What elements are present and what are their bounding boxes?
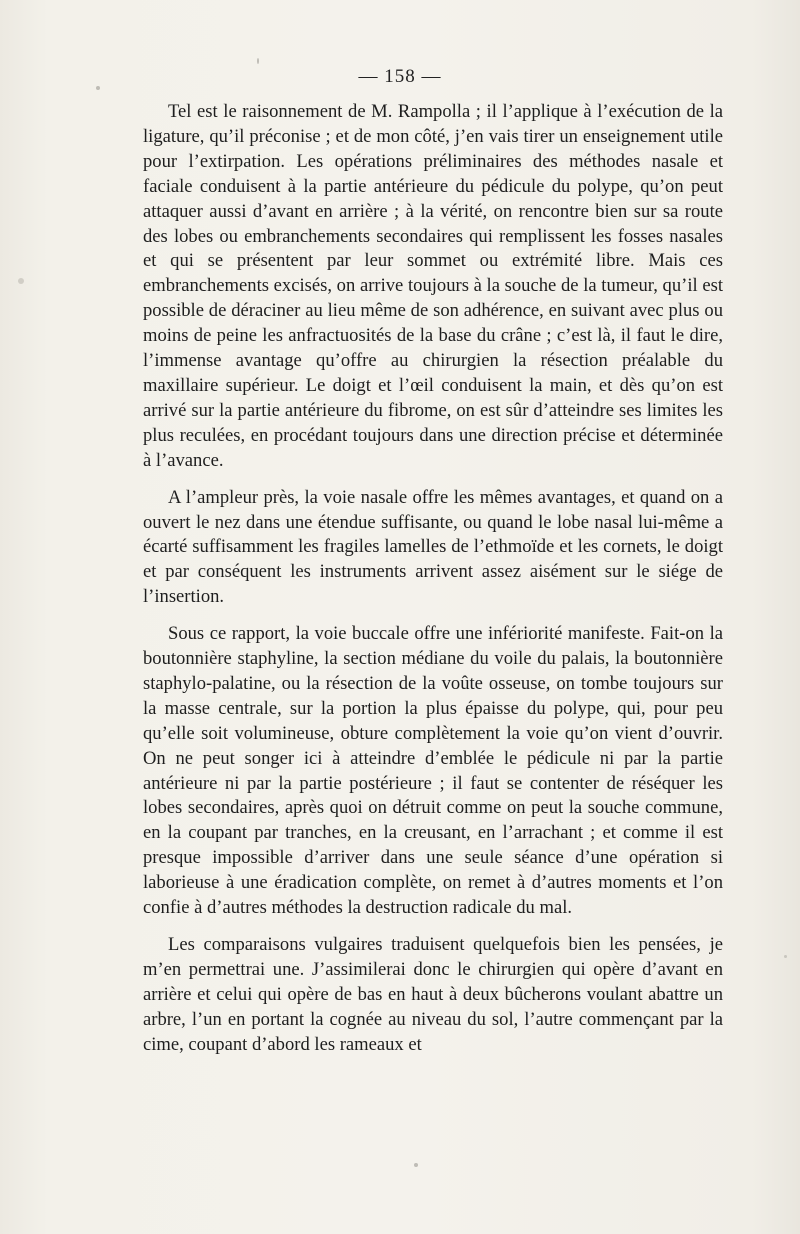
paragraph-3: Sous ce rapport, la voie buccale offre une infériorité manifeste. Fait-on la boutonnière staphyline, la section médiane du voile du palais, la boutonnière staphylo-palatine, ou la résection de la voûte osseuse, on tombe toujours sur la masse centrale, sur la portion la plus épaisse du polype, qui, pour peu qu’elle soit volumineuse, obture complètement la voie qu’on vient d’ouvrir. On ne peut songer ici à atteindre d’emblée le pédicule ni par la partie antérieure ni par la partie postérieure ; il faut se contenter de réséquer les lobes secondaires, après quoi on détruit comme on peut la souche commune, en la coupant par tranches, en la creusant, en l’arrachant ; et comme il est presque impossible d’arriver dans une seule séance d’une opération si laborieuse à une éradication complète, on remet à d’autres moments et l’on confie à d’autres méthodes la destruction radicale du mal.: [143, 623, 723, 919]
paper-speck: [96, 86, 100, 90]
paper-speck: [784, 955, 787, 958]
paper-speck: [414, 1163, 418, 1167]
paragraph-1: Tel est le raisonnement de M. Rampolla ; il l’applique à l’exécution de la ligature, qu’il préconise ; et de mon côté, j’en vais tirer un enseignement utile pour l’extirpation. Les opérations préliminaires des méthodes nasale et faciale conduisent à la partie antérieure du pédicule du polype, qu’on peut attaquer aussi d’avant en arrière ; à la vérité, on rencontre bien sur sa route des lobes ou embranchements secondaires qui remplissent les fosses nasales et qui se présentent par leur sommet ou extrémité libre. Mais ces embranchements excisés, on arrive toujours à la souche de la tumeur, qu’il est possible de déraciner au lieu même de son adhérence, en suivant avec plus ou moins de peine les anfractuosités de la base du crâne ; c’est là, il faut le dire, l’immense avantage qu’offre au chirurgien la résection préalable du maxillaire supérieur. Le doigt et l’œil conduisent la main, et dès qu’on est arrivé sur la partie antérieure du fibrome, on est sûr d’atteindre ses limites les plus reculées, en procédant toujours dans une direction précise et déterminée à l’avance.: [143, 101, 723, 471]
page-number: — 158 —: [358, 66, 442, 87]
paper-speck: [257, 58, 259, 64]
paragraph-2: A l’ampleur près, la voie nasale offre les mêmes avantages, et quand on a ouvert le nez dans une étendue suffisante, ou quand le lobe nasal lui-même a écarté suffisamment les fragiles lamelles de l’ethmoïde et les cornets, le doigt et par conséquent les instruments arrivent assez aisément sur le siége de l’insertion.: [143, 486, 723, 608]
body-text: [143, 100, 723, 1070]
paper-speck: [18, 278, 24, 284]
paragraph-4: Les comparaisons vulgaires traduisent quelquefois bien les pensées, je m’en permettrai une. J’assimilerai donc le chirurgien qui opère d’avant en arrière et celui qui opère de bas en haut à deux bûcherons voulant abattre un arbre, l’un en portant la cognée au niveau du sol, l’autre commençant par la cime, coupant d’abord les rameaux et: [143, 934, 723, 1055]
